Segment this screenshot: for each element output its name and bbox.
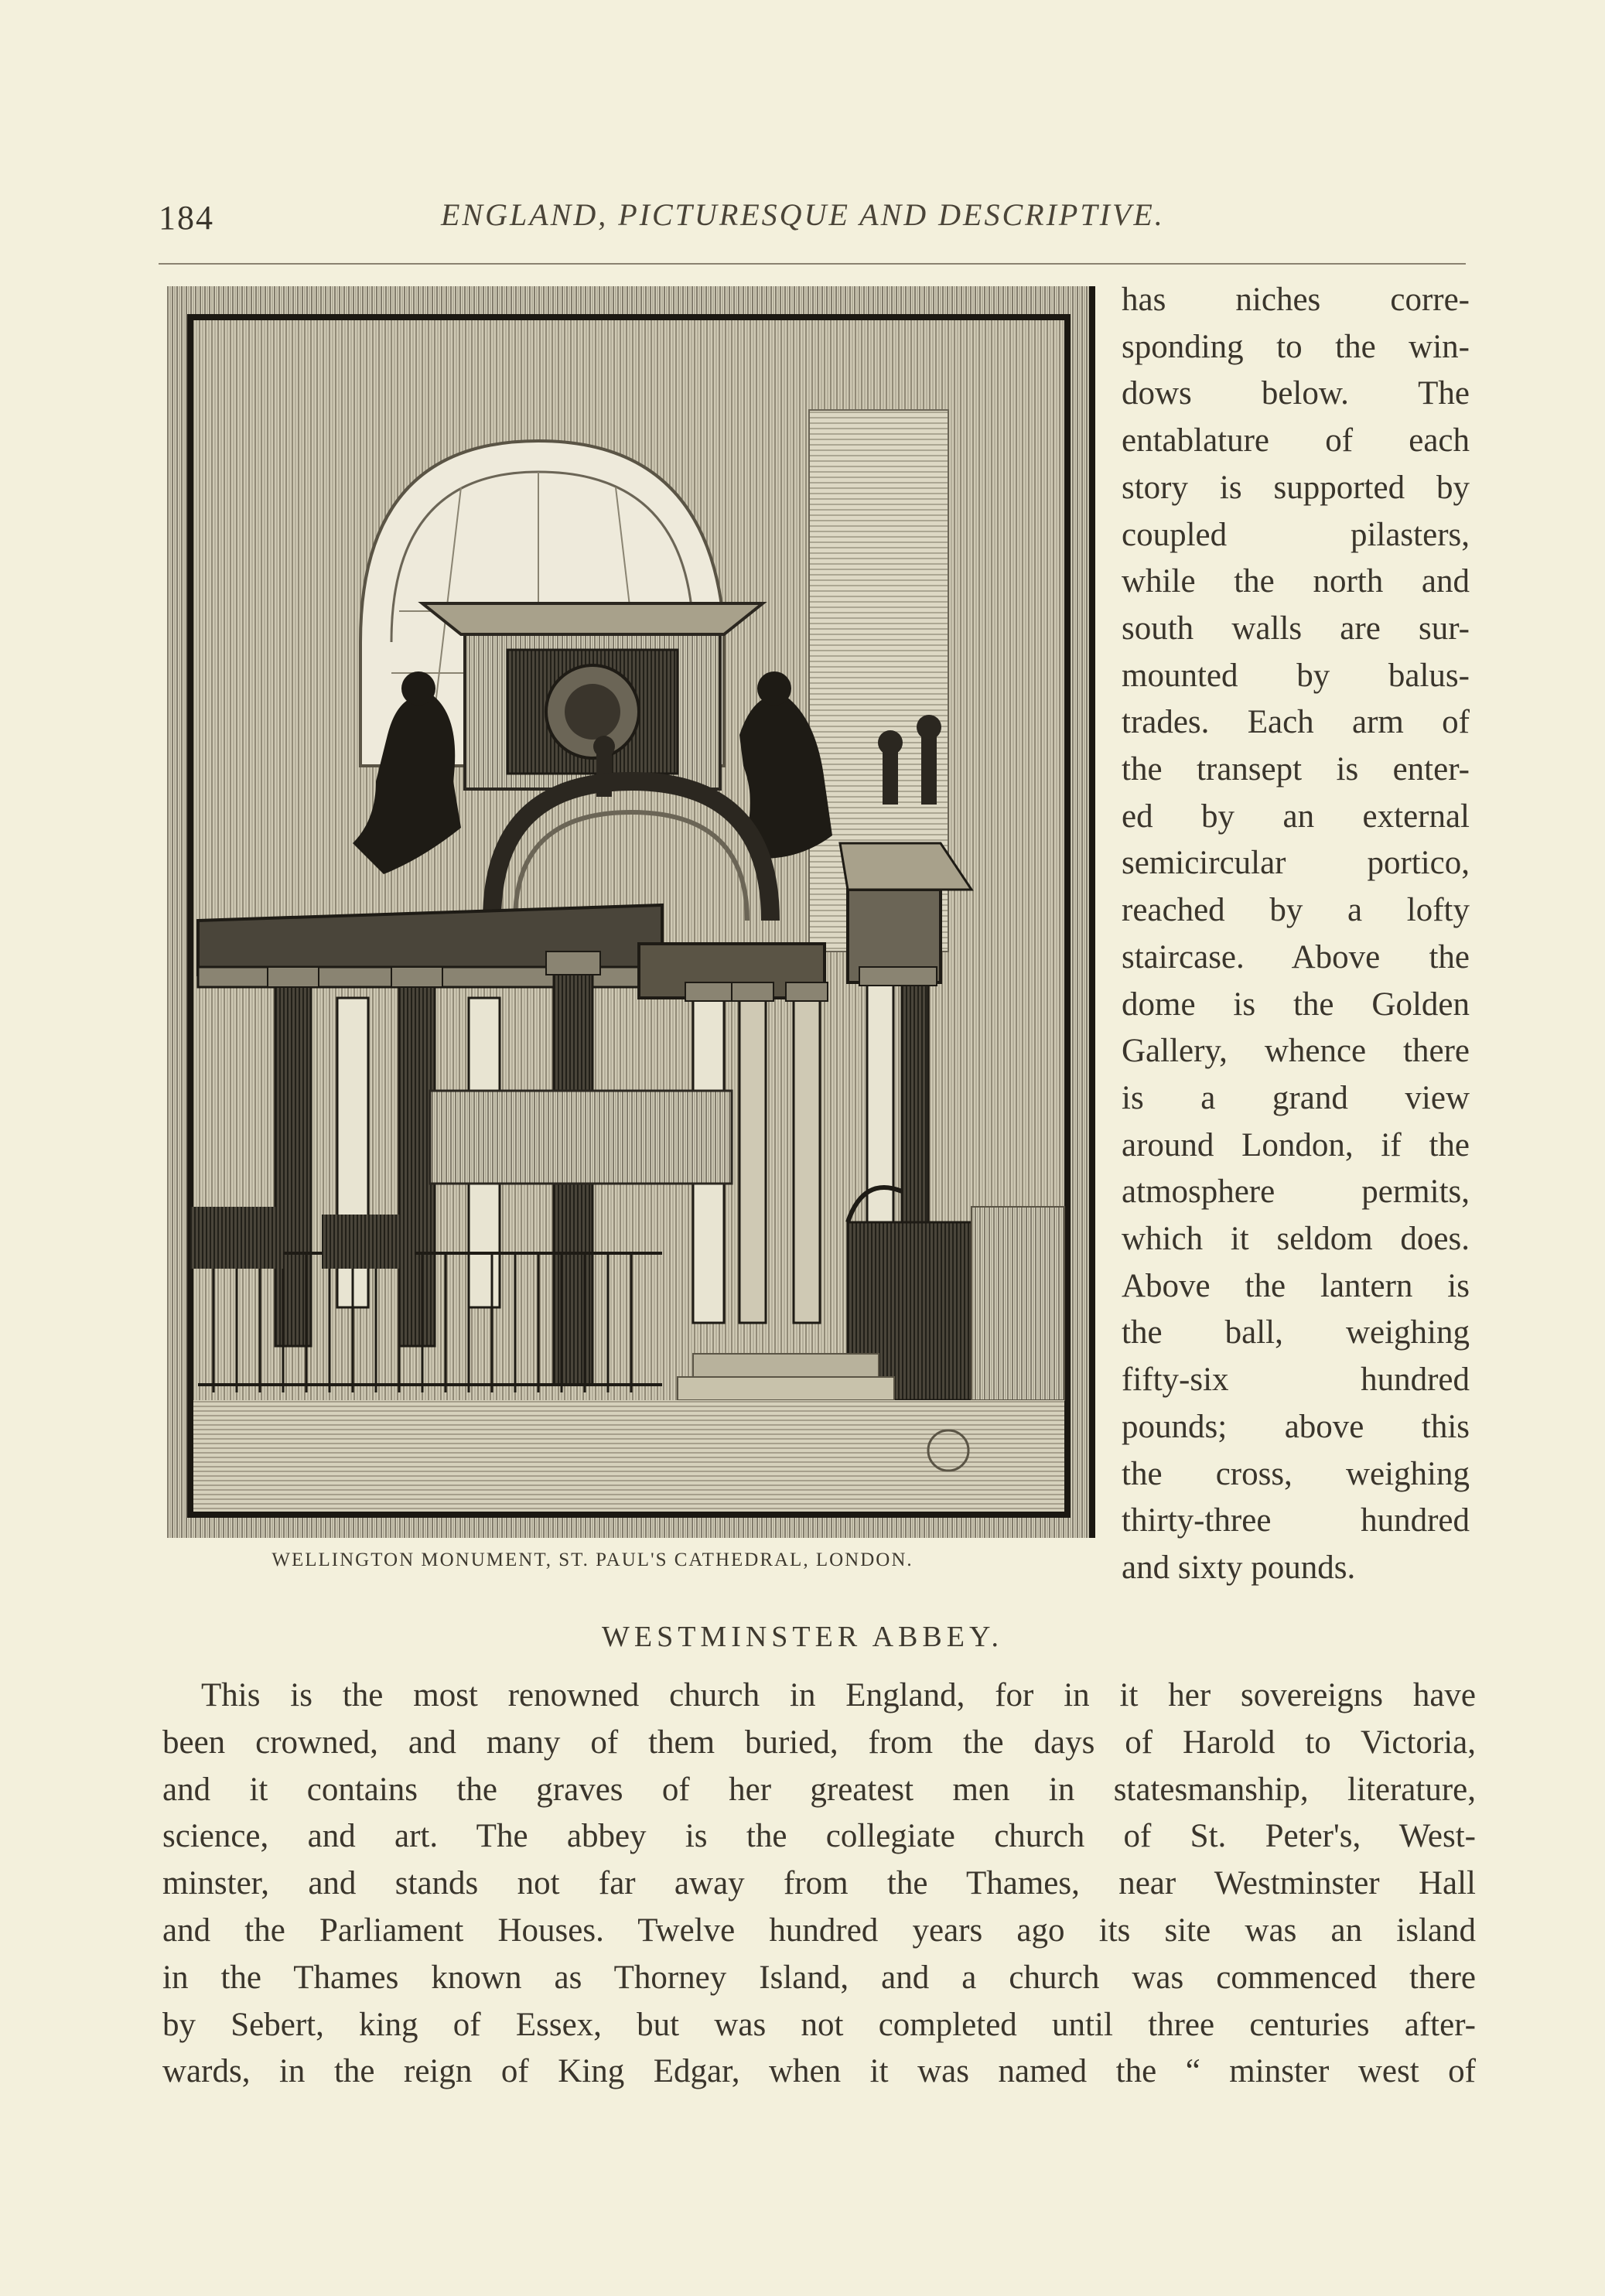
text-line: mounted by balus- (1122, 657, 1470, 694)
text-line: has niches corre- (1122, 282, 1470, 318)
side-column-text (1122, 277, 1470, 1592)
text-line: and sixty pounds. (1122, 1549, 1356, 1586)
text-line: trades. Each arm of (1122, 704, 1470, 741)
running-title: ENGLAND, PICTURESQUE AND DESCRIPTIVE. (441, 197, 1165, 232)
header-rule (159, 263, 1466, 265)
text-line: while the north and (1122, 563, 1470, 600)
text-line: and the Parliament Houses. Twelve hundred years ago its site was an island (162, 1912, 1476, 1949)
wellington-monument-engraving (167, 286, 1089, 1538)
text-line: wards, in the reign of King Edgar, when it was named the “ minster west of (162, 2053, 1476, 2090)
text-line: and it contains the graves of her greatest men in statesmanship, literature, (162, 1771, 1476, 1808)
text-line: in the Thames known as Thorney Island, and a church was commenced there (162, 1959, 1476, 1996)
text-line: the ball, weighing (1122, 1314, 1470, 1351)
text-line: which it seldom does. (1122, 1221, 1470, 1258)
text-line: sponding to the win- (1122, 328, 1470, 365)
text-line: the transept is enter- (1122, 751, 1470, 788)
text-line: been crowned, and many of them buried, from the days of Harold to Victoria, (162, 1724, 1476, 1761)
figure-caption: WELLINGTON MONUMENT, ST. PAUL'S CATHEDRAL, LONDON. (271, 1549, 913, 1570)
text-line: south walls are sur- (1122, 610, 1470, 647)
text-line: thirty-three hundred (1122, 1502, 1470, 1539)
engraving-figure (167, 286, 1095, 1538)
text-line: entablature of each (1122, 422, 1470, 460)
text-line: reached by a lofty (1122, 892, 1470, 929)
text-line: around London, if the (1122, 1126, 1470, 1163)
text-line: dows below. The (1122, 375, 1470, 412)
text-line: Above the lantern is (1122, 1267, 1470, 1304)
text-line: fifty-six hundred (1122, 1362, 1470, 1399)
text-line: story is supported by (1122, 469, 1470, 506)
text-line: This is the most renowned church in England, for in it her sovereigns have (201, 1677, 1476, 1713)
text-line: by Sebert, king of Essex, but was not completed until three centuries after- (162, 2006, 1476, 2043)
text-line: ed by an external (1122, 798, 1470, 835)
section-body-text (162, 1672, 1476, 2096)
text-line: coupled pilasters, (1122, 516, 1470, 553)
page-number: 184 (159, 199, 214, 237)
text-line: atmosphere permits, (1122, 1174, 1470, 1211)
text-line: dome is the Golden (1122, 986, 1470, 1023)
text-line: Gallery, whence there (1122, 1033, 1470, 1070)
text-line: minster, and stands not far away from the Thames, near Westminster Hall (162, 1865, 1476, 1902)
text-line: is a grand view (1122, 1079, 1470, 1116)
text-line: semicircular portico, (1122, 845, 1470, 882)
text-line: science, and art. The abbey is the collegiate church of St. Peter's, West- (162, 1818, 1476, 1855)
text-line: the cross, weighing (1122, 1455, 1470, 1492)
section-heading: WESTMINSTER ABBEY. (601, 1621, 1003, 1653)
text-line: pounds; above this (1122, 1408, 1470, 1445)
text-line: staircase. Above the (1122, 938, 1470, 975)
